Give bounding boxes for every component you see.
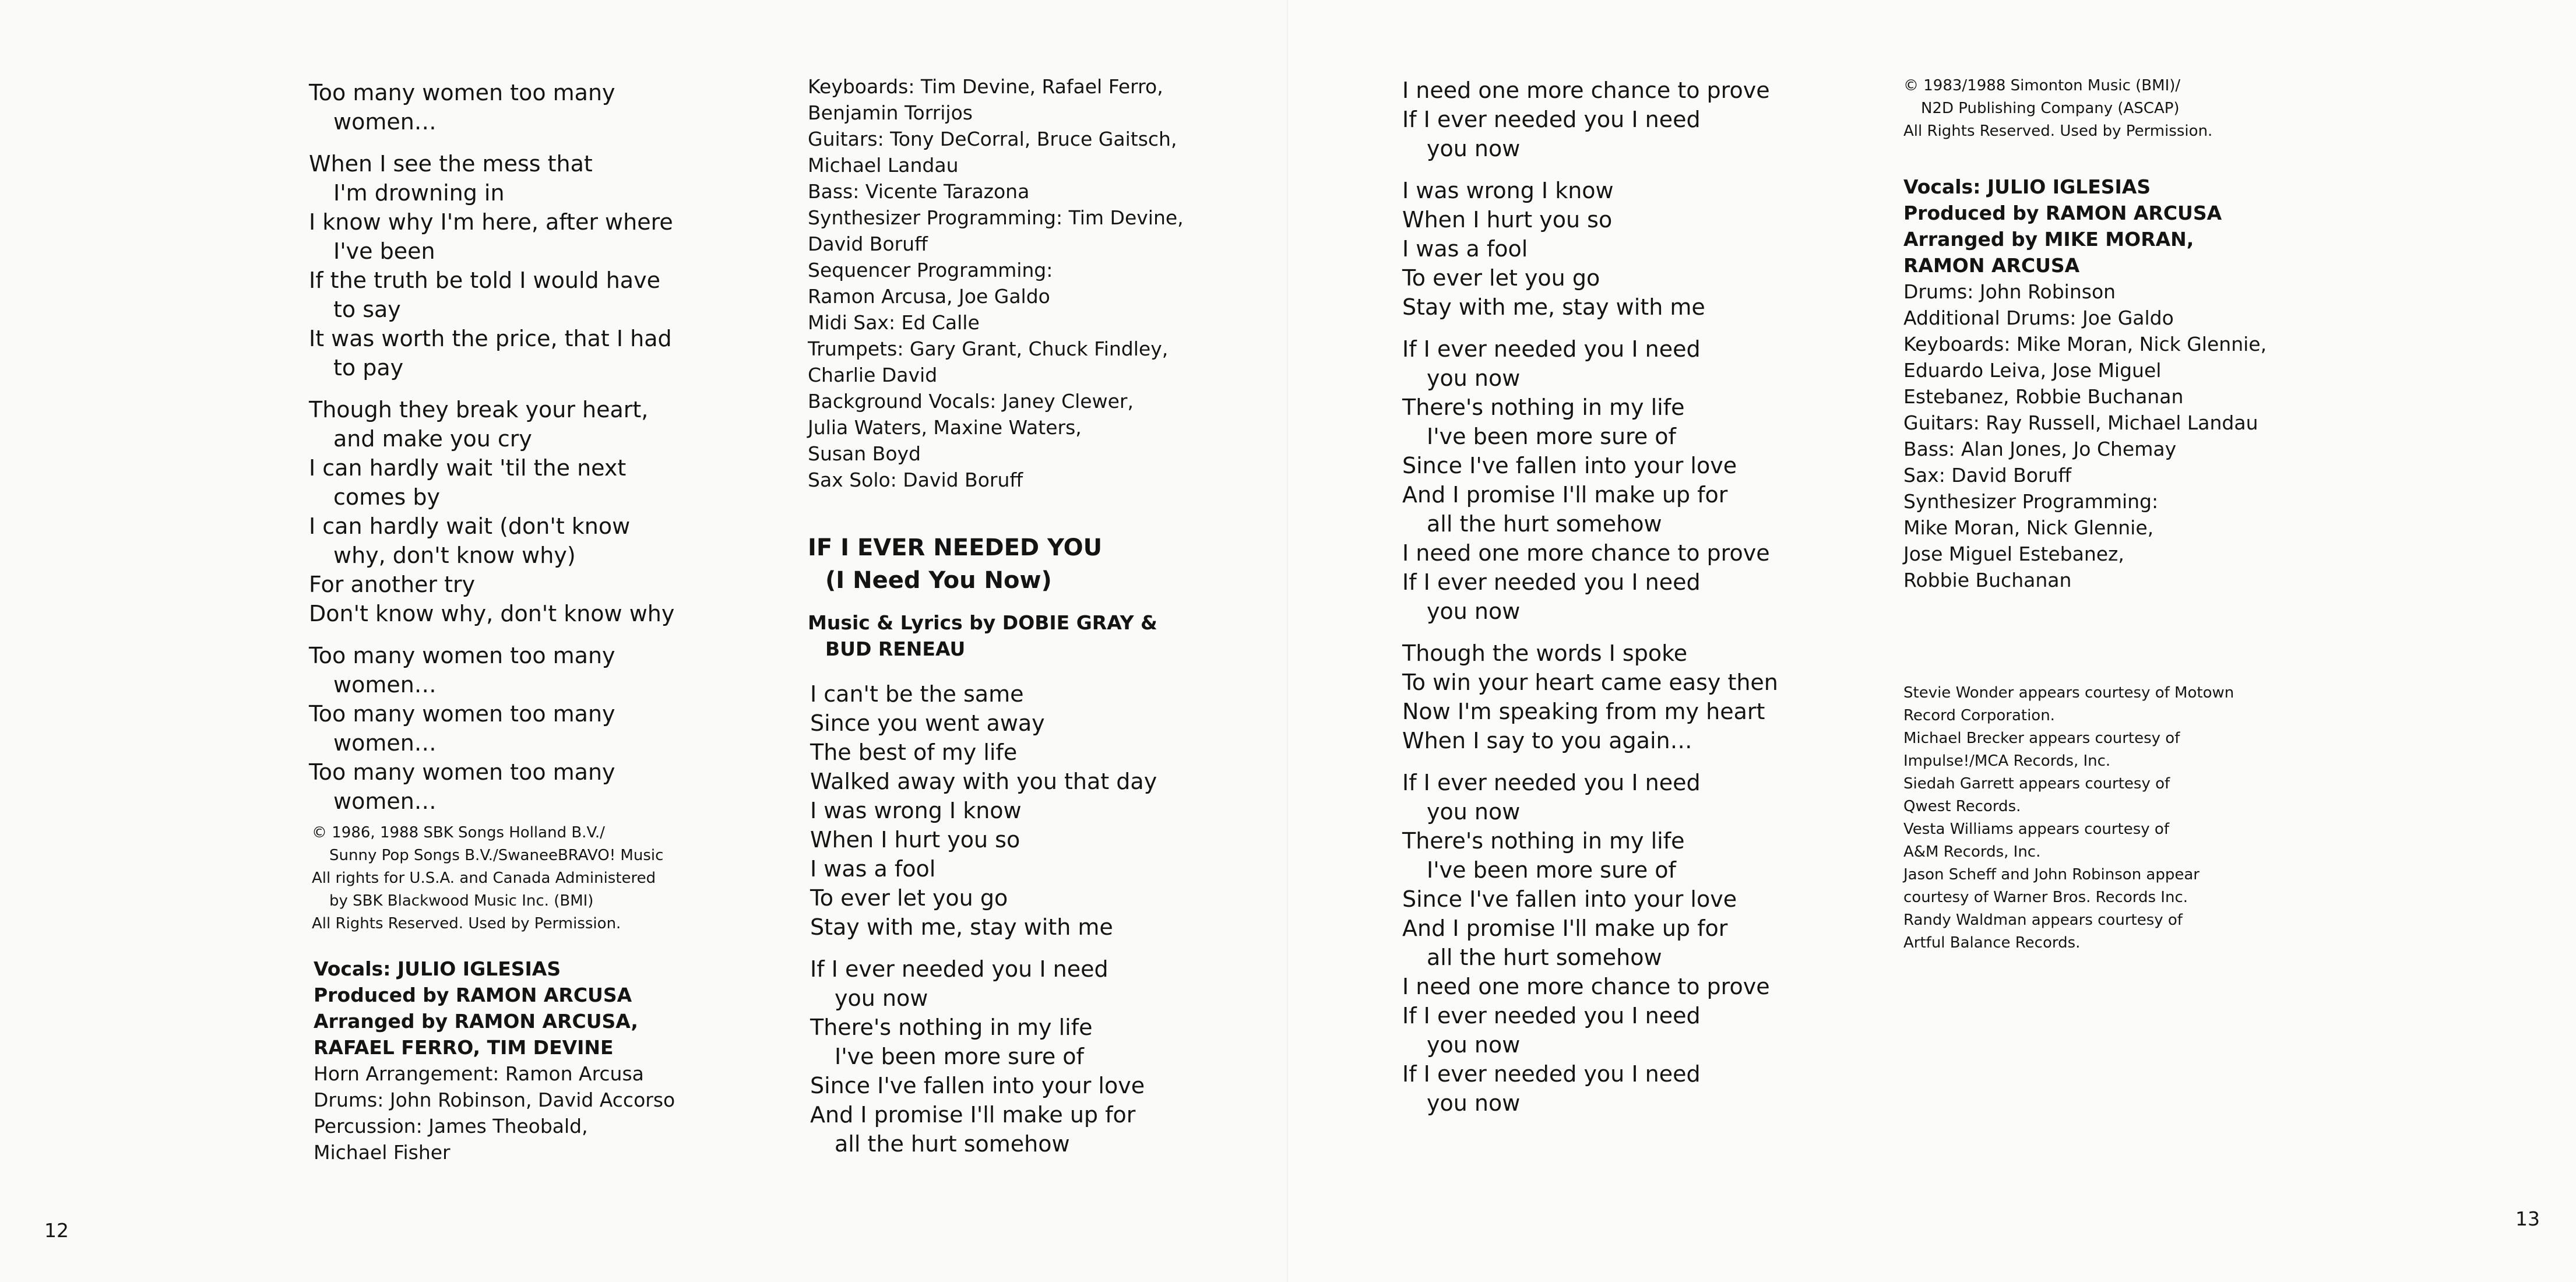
credits-block xyxy=(1903,174,2346,593)
lyric-line: Since I've fallen into your love xyxy=(810,1073,1145,1098)
lyric-line: If the truth be told I would have xyxy=(309,267,660,293)
credit-line: Background Vocals: Janey Clewer, xyxy=(808,390,1134,413)
credit-line: Trumpets: Gary Grant, Chuck Findley, xyxy=(808,337,1169,360)
credit-line: Percussion: James Theobald, xyxy=(314,1115,588,1137)
lyric-line: To ever let you go xyxy=(1402,265,1600,291)
courtesy-line: Impulse!/MCA Records, Inc. xyxy=(1903,752,2111,770)
copyright-line: by SBK Blackwood Music Inc. (BMI) xyxy=(329,892,594,910)
lyric-line: Too many women too many xyxy=(309,759,615,785)
lyric-line: I've been more sure of xyxy=(835,1044,1084,1069)
lyric-line: you now xyxy=(835,985,928,1011)
lyric-line: If I ever needed you I need xyxy=(1402,770,1701,795)
courtesy-line: Randy Waldman appears courtesy of xyxy=(1903,911,2183,929)
copyright-line: Sunny Pop Songs B.V./SwaneeBRAVO! Music xyxy=(329,847,664,864)
lyric-line: you now xyxy=(1427,598,1521,624)
lyric-line: to say xyxy=(333,297,401,322)
credit-line: David Boruff xyxy=(808,233,928,255)
lyric-line: Too many women too many xyxy=(309,80,615,105)
lyric-stanza xyxy=(309,78,752,136)
lyric-line: I was wrong I know xyxy=(810,798,1022,823)
credit-line: Ramon Arcusa, Joe Galdo xyxy=(808,285,1050,308)
credits-block xyxy=(314,956,756,1165)
credit-line: Guitars: Ray Russell, Michael Landau xyxy=(1903,411,2258,434)
lyric-line: you now xyxy=(1427,799,1521,825)
courtesy-line: Vesta Williams appears courtesy of xyxy=(1903,820,2169,838)
credit-line: Jose Miguel Estebanez, xyxy=(1903,543,2124,565)
credit-line: Vocals: JULIO IGLESIAS xyxy=(1903,175,2151,198)
credit-line: Arranged by RAMON ARCUSA, xyxy=(314,1010,638,1033)
lyric-line: To win your heart came easy then xyxy=(1402,670,1778,695)
lyric-line: Though they break your heart, xyxy=(309,397,649,422)
credit-line: Additional Drums: Joe Galdo xyxy=(1903,307,2174,329)
lyric-line: I can hardly wait 'til the next xyxy=(309,455,627,481)
lyric-line: Though the words I spoke xyxy=(1402,640,1688,666)
lyric-line: and make you cry xyxy=(333,426,532,452)
song-writers: BUD RENEAU xyxy=(825,638,966,660)
credit-line: Bass: Alan Jones, Jo Chemay xyxy=(1903,438,2177,460)
credit-line: Drums: John Robinson, David Accorso xyxy=(314,1089,675,1111)
lyric-line: And I promise I'll make up for xyxy=(810,1102,1136,1128)
copyright-line: All Rights Reserved. Used by Permission. xyxy=(1903,122,2213,140)
lyric-line: Walked away with you that day xyxy=(810,769,1157,794)
lyric-line: I was a fool xyxy=(810,856,936,882)
page-number: 12 xyxy=(44,1219,69,1242)
credit-line: Bass: Vicente Tarazona xyxy=(808,180,1030,203)
lyric-line: When I say to you again… xyxy=(1402,728,1692,753)
lyric-line: If I ever needed you I need xyxy=(1402,1061,1701,1087)
courtesy-line: Artful Balance Records. xyxy=(1903,934,2081,952)
credit-line: Eduardo Leiva, Jose Miguel xyxy=(1903,359,2162,382)
lyric-stanza xyxy=(1402,334,1845,626)
lyric-line: Now I'm speaking from my heart xyxy=(1402,699,1765,724)
lyric-stanza xyxy=(1402,76,1845,163)
lyric-stanza xyxy=(810,679,1253,942)
lyrics-continued xyxy=(309,78,752,816)
lyric-line: Since you went away xyxy=(810,710,1045,736)
lyric-line: I've been more sure of xyxy=(1427,424,1676,449)
lyric-line: There's nothing in my life xyxy=(1402,395,1685,420)
credit-line: Sax Solo: David Boruff xyxy=(808,469,1023,491)
song-subtitle: (I Need You Now) xyxy=(825,567,1052,594)
courtesy-line: Siedah Garrett appears courtesy of xyxy=(1903,775,2170,793)
lyric-line: I need one more chance to prove xyxy=(1402,974,1770,999)
credit-line: Charlie David xyxy=(808,364,938,386)
credits-block xyxy=(808,73,1239,493)
lyric-line: If I ever needed you I need xyxy=(1402,336,1701,362)
credit-line: Produced by RAMON ARCUSA xyxy=(314,984,632,1006)
lyric-line: Since I've fallen into your love xyxy=(1402,886,1737,912)
lyric-stanza xyxy=(810,955,1253,1158)
lyric-line: I was a fool xyxy=(1402,236,1528,262)
credit-line: Benjamin Torrijos xyxy=(808,101,973,124)
lyric-line: Too many women too many xyxy=(309,643,615,668)
credit-line: Michael Landau xyxy=(808,154,959,177)
lyric-line: to pay xyxy=(333,355,404,381)
lyric-line: I can't be the same xyxy=(810,681,1024,707)
copyright-line: N2D Publishing Company (ASCAP) xyxy=(1921,100,2180,117)
credit-line: Sequencer Programming: xyxy=(808,259,1053,281)
lyric-line: It was worth the price, that I had xyxy=(309,326,672,351)
lyric-line: If I ever needed you I need xyxy=(1402,1003,1701,1029)
lyric-line: I can hardly wait (don't know xyxy=(309,513,631,539)
lyric-line: I'm drowning in xyxy=(333,180,505,206)
credit-line: Susan Boyd xyxy=(808,442,921,465)
lyric-line: If I ever needed you I need xyxy=(1402,107,1701,132)
song-header xyxy=(808,531,1239,662)
lyric-line: you now xyxy=(1427,1090,1521,1116)
copyright-line: All Rights Reserved. Used by Permission. xyxy=(312,915,621,932)
lyric-line: If I ever needed you I need xyxy=(1402,569,1701,595)
credit-line: Synthesizer Programming: Tim Devine, xyxy=(808,206,1184,229)
credit-line: Drums: John Robinson xyxy=(1903,280,2116,303)
credit-line: Keyboards: Tim Devine, Rafael Ferro, xyxy=(808,75,1163,98)
credit-line: Arranged by MIKE MORAN, xyxy=(1903,228,2194,251)
lyric-line: women… xyxy=(333,788,437,814)
lyric-line: Stay with me, stay with me xyxy=(810,914,1113,940)
courtesy-line: Jason Scheff and John Robinson appear xyxy=(1903,866,2200,883)
copyright-notice xyxy=(1903,75,2346,143)
credit-line: Keyboards: Mike Moran, Nick Glennie, xyxy=(1903,333,2267,355)
lyric-line: comes by xyxy=(333,484,441,510)
copyright-line: © 1986, 1988 SBK Songs Holland B.V./ xyxy=(312,824,605,841)
credit-line: Mike Moran, Nick Glennie, xyxy=(1903,516,2154,539)
lyric-line: all the hurt somehow xyxy=(1427,511,1662,537)
page-number: 13 xyxy=(2515,1207,2540,1230)
lyric-stanza xyxy=(1402,176,1845,322)
credit-line: Julia Waters, Maxine Waters, xyxy=(808,416,1082,439)
lyric-line: If I ever needed you I need xyxy=(810,956,1108,982)
song-title: IF I EVER NEEDED YOU xyxy=(808,534,1103,561)
lyric-line: I've been xyxy=(333,238,435,264)
copyright-line: © 1983/1988 Simonton Music (BMI)/ xyxy=(1903,77,2181,94)
song-lyrics-continued xyxy=(1402,76,1845,1118)
lyric-line: I've been more sure of xyxy=(1427,857,1676,883)
credit-line: Vocals: JULIO IGLESIAS xyxy=(314,957,561,980)
lyric-line: why, don't know why) xyxy=(333,543,576,568)
lyric-line: I was wrong I know xyxy=(1402,178,1614,203)
credit-line: Michael Fisher xyxy=(314,1141,451,1164)
lyric-stanza xyxy=(309,641,752,816)
courtesy-line: courtesy of Warner Bros. Records Inc. xyxy=(1903,889,2188,906)
lyric-line: you now xyxy=(1427,1032,1521,1058)
lyric-line: women… xyxy=(333,672,437,698)
lyric-stanza xyxy=(1402,768,1845,1118)
credit-line: Horn Arrangement: Ramon Arcusa xyxy=(314,1062,644,1085)
lyric-line: you now xyxy=(1427,365,1521,391)
lyric-stanza xyxy=(1402,639,1845,755)
credit-line: RAMON ARCUSA xyxy=(1903,254,2080,277)
courtesy-line: Qwest Records. xyxy=(1903,798,2021,815)
lyric-line: When I hurt you so xyxy=(1402,207,1613,233)
lyric-line: There's nothing in my life xyxy=(810,1015,1093,1040)
lyric-line: I know why I'm here, after where xyxy=(309,209,673,235)
lyric-line: all the hurt somehow xyxy=(1427,945,1662,970)
lyric-line: Since I've fallen into your love xyxy=(1402,453,1737,478)
courtesy-line: A&M Records, Inc. xyxy=(1903,843,2041,861)
credit-line: Robbie Buchanan xyxy=(1903,569,2072,591)
song-lyrics xyxy=(810,679,1253,1158)
lyric-line: I need one more chance to prove xyxy=(1402,540,1770,566)
credit-line: Midi Sax: Ed Calle xyxy=(808,311,980,334)
courtesy-line: Record Corporation. xyxy=(1903,707,2055,724)
lyric-line: I need one more chance to prove xyxy=(1402,78,1770,103)
credit-line: Produced by RAMON ARCUSA xyxy=(1903,202,2222,224)
lyric-line: women… xyxy=(333,109,437,135)
lyric-stanza xyxy=(309,395,752,628)
credit-line: Estebanez, Robbie Buchanan xyxy=(1903,385,2184,408)
lyric-line: There's nothing in my life xyxy=(1402,828,1685,854)
courtesy-line: Stevie Wonder appears courtesy of Motown xyxy=(1903,684,2234,702)
credit-line: Synthesizer Programming: xyxy=(1903,490,2159,513)
lyric-line: The best of my life xyxy=(810,739,1018,765)
lyric-line: all the hurt somehow xyxy=(835,1131,1070,1157)
lyric-line: Stay with me, stay with me xyxy=(1402,294,1705,320)
lyric-line: And I promise I'll make up for xyxy=(1402,482,1728,508)
lyric-line: And I promise I'll make up for xyxy=(1402,915,1728,941)
credit-line: RAFAEL FERRO, TIM DEVINE xyxy=(314,1036,614,1059)
lyric-line: For another try xyxy=(309,572,476,597)
lyric-line: When I see the mess that xyxy=(309,151,593,177)
lyric-line: Too many women too many xyxy=(309,701,615,727)
lyric-line: To ever let you go xyxy=(810,885,1008,911)
copyright-notice xyxy=(312,822,755,935)
lyric-line: women… xyxy=(333,730,437,756)
copyright-line: All rights for U.S.A. and Canada Administered xyxy=(312,869,656,887)
lyric-line: When I hurt you so xyxy=(810,827,1020,853)
credit-line: Guitars: Tony DeCorral, Bruce Gaitsch, xyxy=(808,128,1177,150)
lyric-line: Don't know why, don't know why xyxy=(309,601,675,626)
credit-line: Sax: David Boruff xyxy=(1903,464,2072,487)
song-writers: Music & Lyrics by DOBIE GRAY & xyxy=(808,611,1157,634)
lyric-stanza xyxy=(309,149,752,382)
lyric-line: you now xyxy=(1427,136,1521,161)
courtesy-line: Michael Brecker appears courtesy of xyxy=(1903,730,2180,747)
right-page xyxy=(1288,0,2576,1282)
courtesy-notes xyxy=(1903,682,2346,955)
